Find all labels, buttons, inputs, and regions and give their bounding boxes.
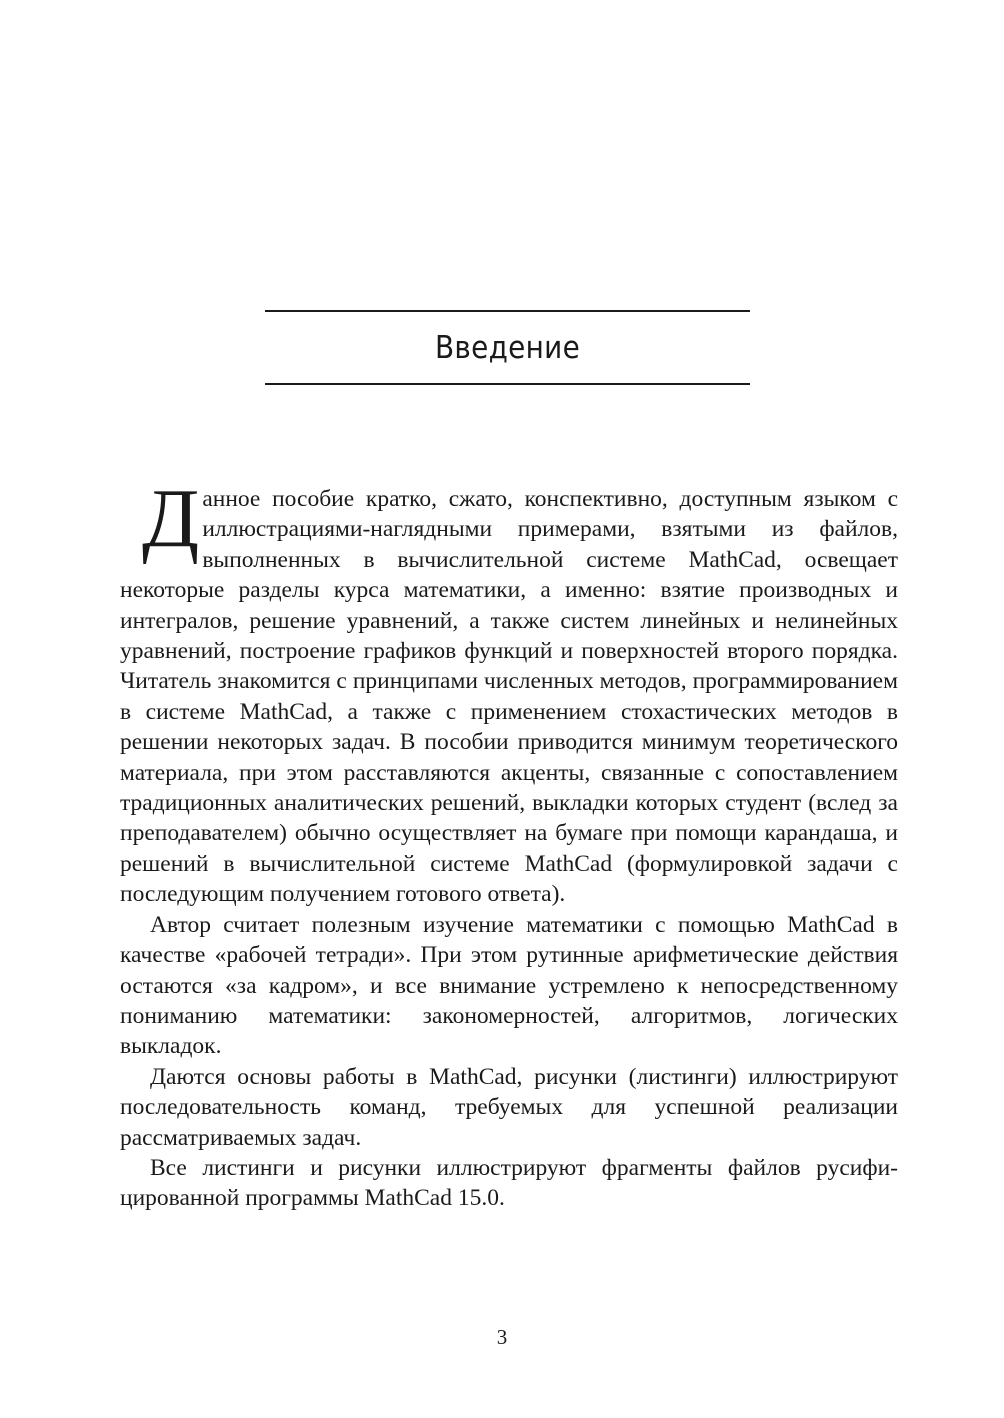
paragraph-1-text: анное пособие кратко, сжато, конспективно, доступным языком с иллюстрациями-наглядными примерами, взятыми из файлов, выполненных в вычислительной системе MathCad, освещает некоторые разделы курса математики, а именно: взятие производных и интегралов, решение уравнений, а также систем линейных и нелинейных уравнений, построение графиков функций и поверхностей второго порядка. Читатель знакомится с принципами численных методов, программированием в системе MathCad, а также с применением стохастических методов в решении некоторых задач. В пособии приводится минимум теоретического материала, при этом расставляются акценты, связанные с сопоставлением традиционных аналитических решений, выкладки которых студент (вслед за преподавателем) обычно осуществляет на бумаге при помощи карандаша, и решений в вычислительной системе MathCad (формулировкой задачи с последующим получением готового ответа).	[120, 486, 898, 908]
heading-bottom-rule	[265, 383, 750, 385]
paragraph-2: Автор считает полезным изучение математики с помощью MathCad в качестве «рабочей тетради». При этом рутинные арифметические действия остаются «за кадром», и все внимание устремлено к непосредственному пониманию математики: закономерностей, алгоритмов, логических выкладок.	[120, 911, 898, 1060]
drop-cap-letter: Д	[142, 472, 200, 565]
page-number: 3	[496, 1325, 508, 1349]
chapter-heading	[265, 310, 750, 386]
paragraph-4: Все листинги и рисунки иллюстрируют фрагменты файлов русифицированной программы MathCad 15.0.	[120, 1154, 898, 1212]
chapter-title: Введение	[434, 330, 581, 366]
heading-top-rule	[265, 310, 750, 312]
paragraph-1	[120, 472, 898, 910]
body-text	[120, 472, 898, 1214]
paragraph-3: Даются основы работы в MathCad, рисунки (листинги) иллюстрируют последовательность команд, требуемых для успешной реализации рассматриваемых задач.	[120, 1063, 898, 1151]
